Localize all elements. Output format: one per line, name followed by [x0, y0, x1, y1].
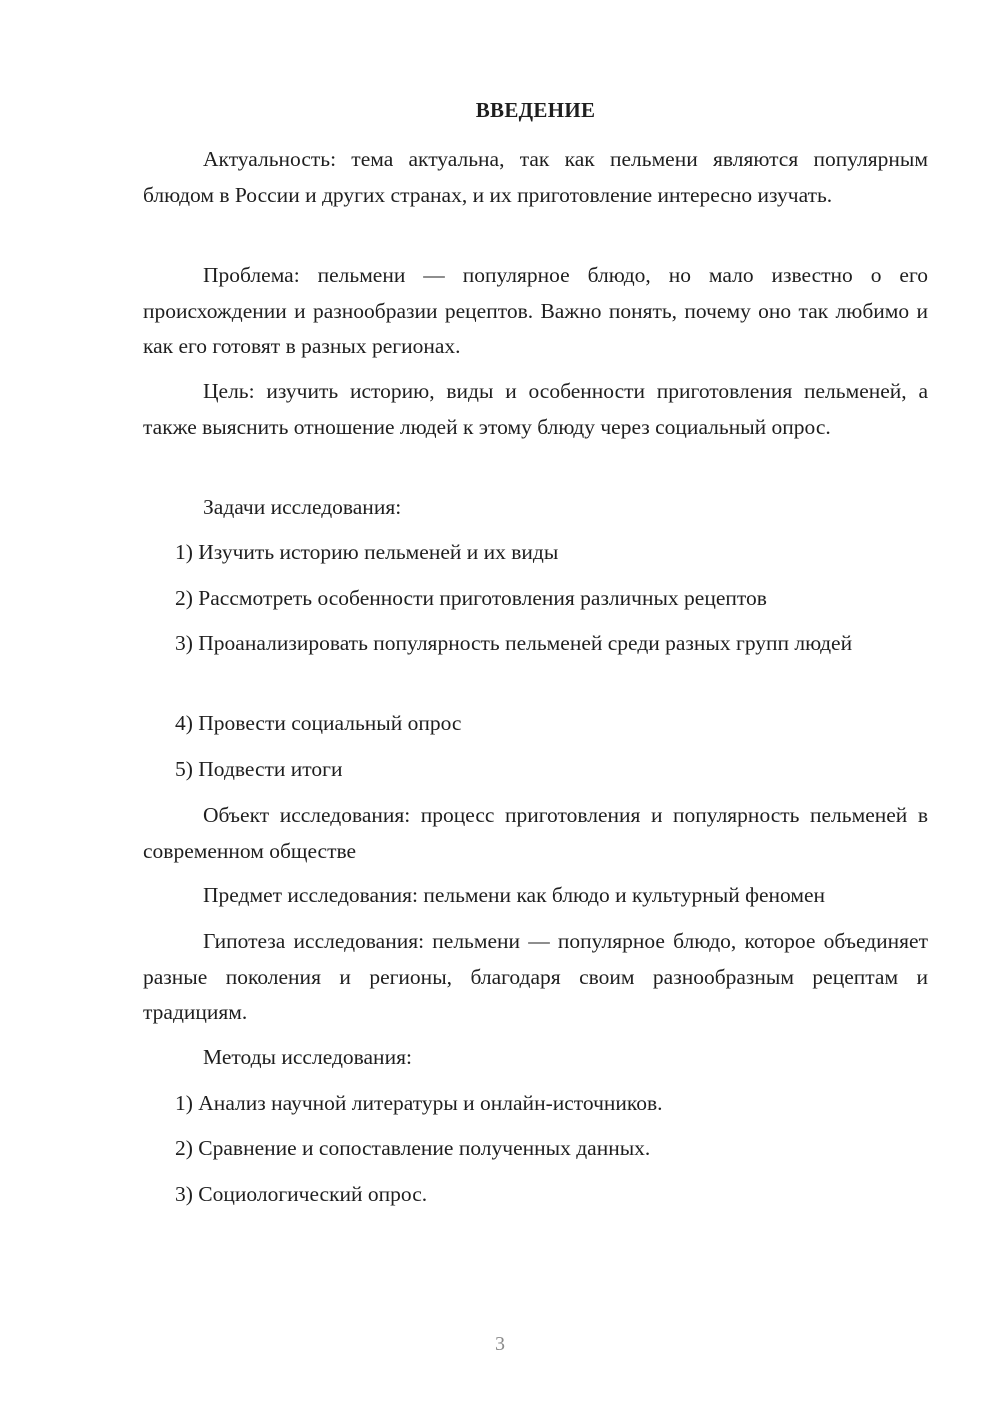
paragraph-relevance: Актуальность: тема актуальна, так как пельмени являются популярным блюдом в России и других странах, и их приготовление интересно изучать.	[143, 147, 928, 207]
page-title: ВВЕДЕНИЕ	[475, 98, 596, 122]
page-number: 3	[495, 1333, 505, 1355]
paragraph-problem: Проблема: пельмени — популярное блюдо, но мало известно о его происхождении и разнообразии рецептов. Важно понять, почему оно так любимо и как его готовят в разных регионах.	[143, 263, 928, 358]
task-item: 1) Изучить историю пельменей и их виды	[175, 540, 559, 564]
tasks-heading: Задачи исследования:	[203, 495, 402, 519]
methods-heading: Методы исследования:	[203, 1045, 412, 1069]
method-item: 3) Социологический опрос.	[175, 1182, 428, 1206]
task-item: 3) Проанализировать популярность пельменей среди разных групп людей	[175, 631, 853, 655]
method-item: 1) Анализ научной литературы и онлайн-источников.	[175, 1091, 663, 1115]
task-item: 2) Рассмотреть особенности приготовления различных рецептов	[175, 586, 767, 610]
paragraph-subject: Предмет исследования: пельмени как блюдо и культурный феномен	[203, 883, 826, 907]
task-item: 5) Подвести итоги	[175, 757, 343, 781]
method-item: 2) Сравнение и сопоставление полученных данных.	[175, 1136, 651, 1160]
paragraph-goal: Цель: изучить историю, виды и особенности приготовления пельменей, а также выяснить отношение людей к этому блюду через социальный опрос.	[143, 379, 928, 439]
paragraph-object: Объект исследования: процесс приготовления и популярность пельменей в современном обществе	[143, 803, 928, 863]
paragraph-hypothesis: Гипотеза исследования: пельмени — популярное блюдо, которое объединяет разные поколения и регионы, благодаря своим разнообразным рецептам и традициям.	[143, 929, 928, 1024]
task-item: 4) Провести социальный опрос	[175, 711, 462, 735]
